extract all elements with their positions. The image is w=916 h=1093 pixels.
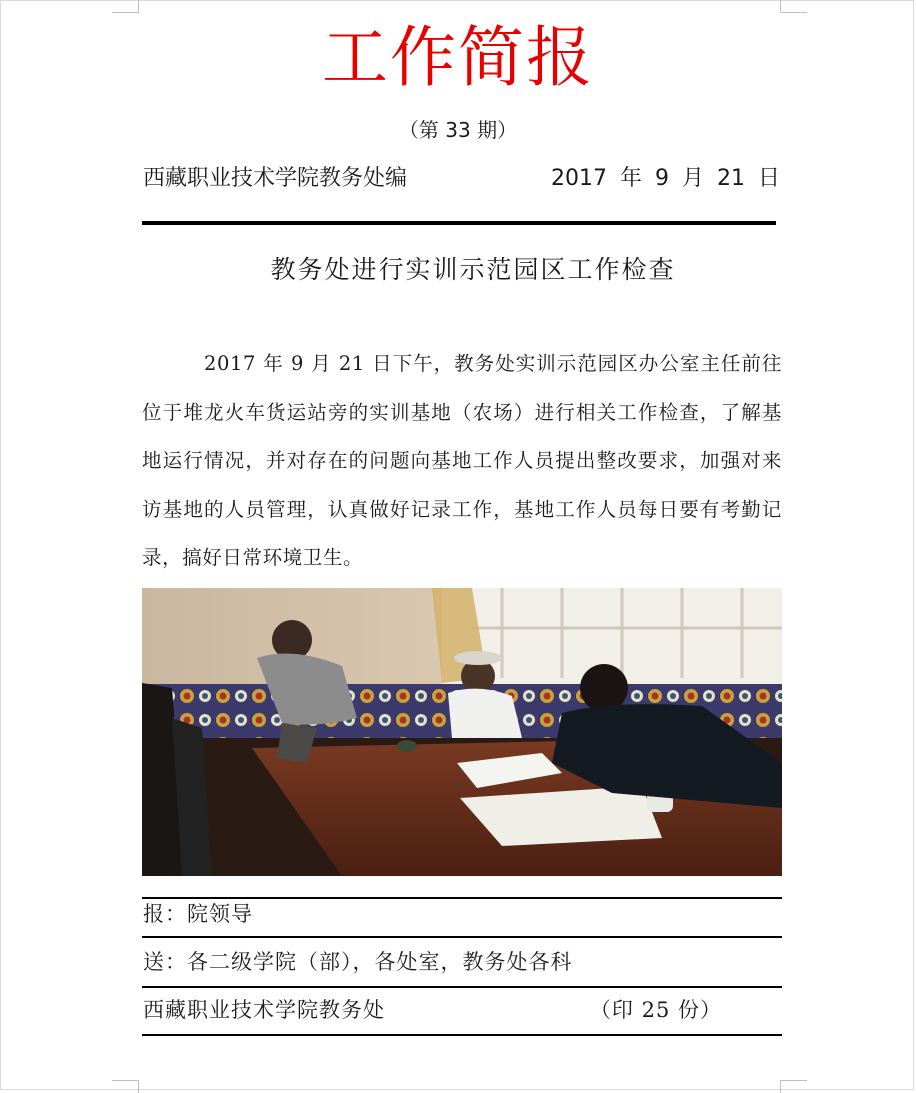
send-to: 送：各二级学院（部），各处室，教务处各科 — [143, 950, 573, 974]
article-body: 2017 年 9 月 21 日下午，教务处实训示范园区办公室主任前往位于堆龙火车货运站旁的实训基地（农场）进行相关工作检查，了解基地运行情况，并对存在的问题向基地工作人员提出整改要求，加强对来访基地的人员管理，认真做好记录工作，基地工作人员每日要有考勤记录，搞好日常环境卫生。 — [142, 352, 782, 569]
issue-number: （第 33 期） — [398, 118, 518, 142]
distribution-rule-2 — [142, 986, 782, 988]
report-to: 报：院领导 — [143, 902, 253, 926]
article-headline: 教务处进行实训示范园区工作检查 — [270, 255, 676, 284]
issuing-office: 西藏职业技术学院教务处 — [143, 998, 385, 1022]
margin-corner-top-left — [112, 0, 139, 13]
margin-corner-bottom-left — [112, 1080, 139, 1093]
bulletin-title: 工作简报 — [322, 19, 594, 96]
inspection-photo — [142, 588, 782, 876]
margin-corner-bottom-right — [780, 1080, 807, 1093]
issue-date: 2017 年 9 月 21 日 — [551, 166, 780, 191]
header-divider — [142, 221, 776, 225]
margin-corner-top-right — [780, 0, 807, 13]
distribution-rule-1 — [142, 936, 782, 938]
distribution-rule-bottom — [142, 1034, 782, 1036]
print-copies: （印 25 份） — [589, 998, 722, 1022]
issuer-name: 西藏职业技术学院教务处编 — [143, 166, 408, 191]
